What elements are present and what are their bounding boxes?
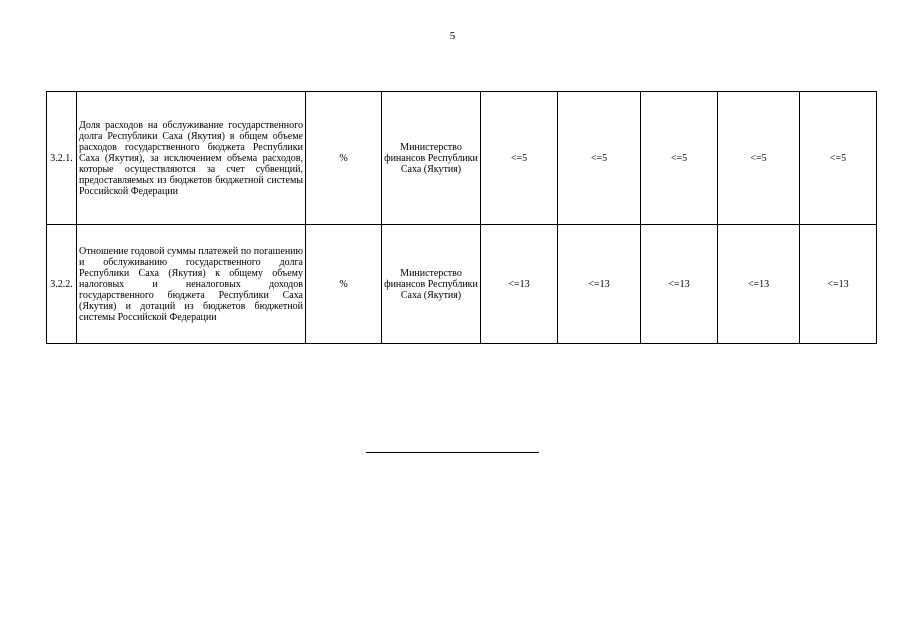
value-cell: <=5 xyxy=(718,92,800,225)
row-number: 3.2.2. xyxy=(47,225,77,344)
value-cell: <=13 xyxy=(558,225,641,344)
value-cell: <=13 xyxy=(481,225,558,344)
value-cell: <=5 xyxy=(558,92,641,225)
unit-cell: % xyxy=(306,225,382,344)
indicator-name: Доля расходов на обслуживание государственного долга Республики Саха (Якутия) в общем объеме расходов государственного бюджета Республики Саха (Якутия), за исключением объема расходов, которые осуществляются за счет субвенций, предоставляемых из бюджетов бюджетной системы Российской Федерации xyxy=(77,92,306,225)
row-number: 3.2.1. xyxy=(47,92,77,225)
value-cell: <=5 xyxy=(800,92,877,225)
footer-separator-line xyxy=(366,452,539,453)
value-cell: <=5 xyxy=(481,92,558,225)
indicators-table xyxy=(46,91,877,344)
responsible-cell: Министерство финансов Республики Саха (Якутия) xyxy=(382,225,481,344)
value-cell: <=13 xyxy=(641,225,718,344)
responsible-cell: Министерство финансов Республики Саха (Якутия) xyxy=(382,92,481,225)
table-row xyxy=(47,92,877,225)
value-cell: <=13 xyxy=(718,225,800,344)
value-cell: <=5 xyxy=(641,92,718,225)
indicator-name: Отношение годовой суммы платежей по погашению и обслуживанию государственного долга Республики Саха (Якутия) к общему объему налоговых и неналоговых доходов государственного бюджета Республики Саха (Якутия) и дотаций из бюджетов бюджетной системы Российской Федерации xyxy=(77,225,306,344)
page-number: 5 xyxy=(449,30,456,42)
table-row xyxy=(47,225,877,344)
value-cell: <=13 xyxy=(800,225,877,344)
unit-cell: % xyxy=(306,92,382,225)
